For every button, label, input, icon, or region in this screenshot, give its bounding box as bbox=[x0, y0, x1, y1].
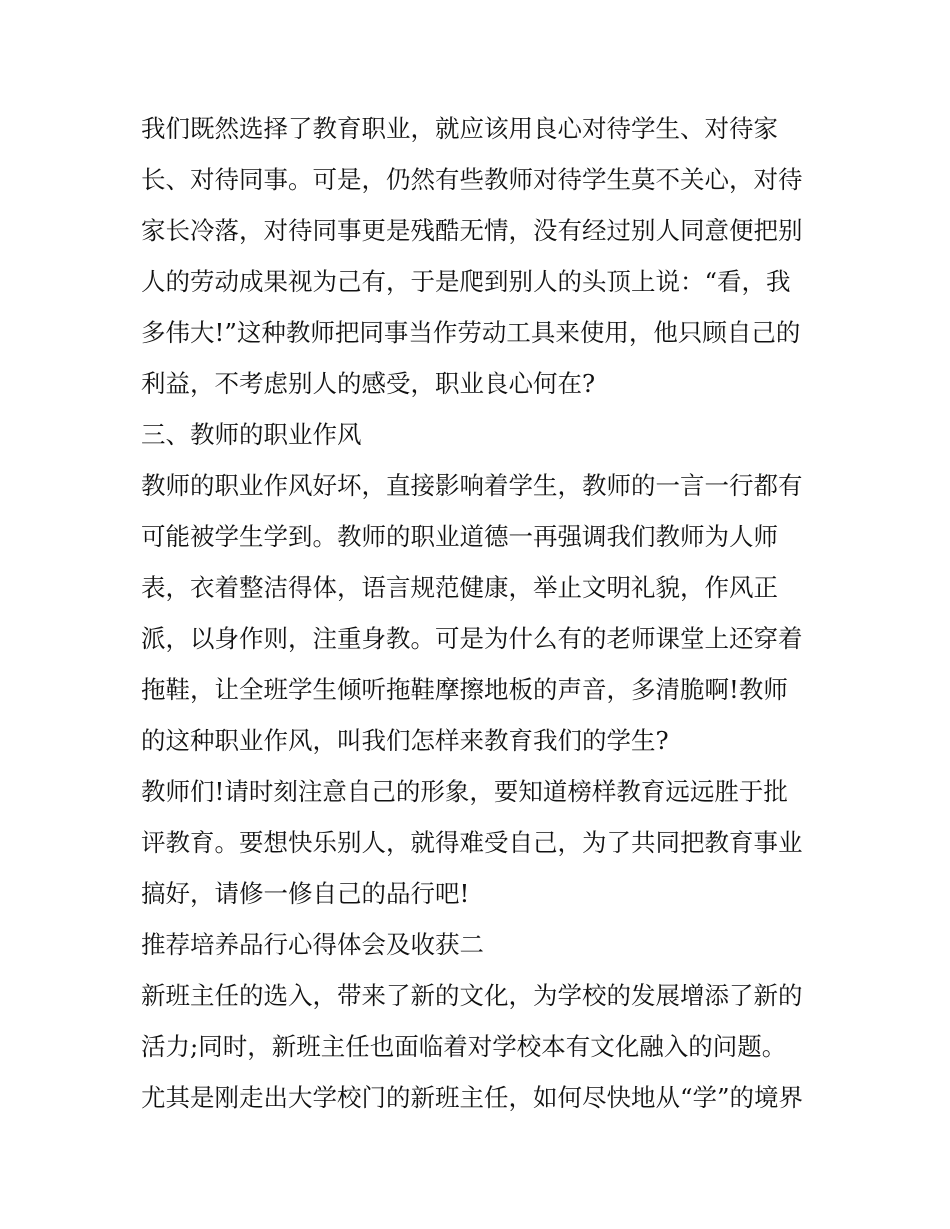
text-line: 家长冷落，对待同事更是残酷无情，没有经过别人同意便把别 bbox=[141, 216, 803, 245]
text-line: 我们既然选择了教育职业，就应该用良心对待学生、对待家 bbox=[141, 114, 778, 143]
text-line: 多伟大!”这种教师把同事当作劳动工具来使用，他只顾自己的 bbox=[141, 318, 801, 347]
text-line: 派，以身作则，注重身教。可是为什么有的老师课堂上还穿着 bbox=[141, 624, 803, 653]
section-heading: 推荐培养品行心得体会及收获二 bbox=[141, 930, 484, 959]
text-line: 人的劳动成果视为己有，于是爬到别人的头顶上说：“看，我 bbox=[141, 267, 791, 296]
text-line: 新班主任的选入，带来了新的文化，为学校的发展增添了新的 bbox=[141, 981, 803, 1010]
text-line: 搞好，请修一修自己的品行吧! bbox=[141, 879, 470, 908]
text-line: 的这种职业作风，叫我们怎样来教育我们的学生? bbox=[141, 726, 669, 755]
text-line: 长、对待同事。可是，仍然有些教师对待学生莫不关心，对待 bbox=[141, 165, 803, 194]
text-line: 评教育。要想快乐别人，就得难受自己，为了共同把教育事业 bbox=[141, 828, 803, 857]
text-line: 利益，不考虑别人的感受，职业良心何在? bbox=[141, 369, 596, 398]
section-heading: 三、教师的职业作风 bbox=[141, 420, 362, 449]
text-line: 教师们!请时刻注意自己的形象，要知道榜样教育远远胜于批 bbox=[141, 777, 788, 806]
text-line: 活力;同时，新班主任也面临着对学校本有文化融入的问题。 bbox=[141, 1032, 787, 1061]
text-line: 可能被学生学到。教师的职业道德一再强调我们教师为人师 bbox=[141, 522, 778, 551]
text-line: 尤其是刚走出大学校门的新班主任，如何尽快地从“学”的境界 bbox=[141, 1083, 804, 1112]
text-line: 表，衣着整洁得体，语言规范健康，举止文明礼貌，作风正 bbox=[141, 573, 778, 602]
document-body bbox=[141, 103, 813, 1123]
text-line: 拖鞋，让全班学生倾听拖鞋摩擦地板的声音，多清脆啊!教师 bbox=[141, 675, 788, 704]
text-line: 教师的职业作风好坏，直接影响着学生，教师的一言一行都有 bbox=[141, 471, 803, 500]
